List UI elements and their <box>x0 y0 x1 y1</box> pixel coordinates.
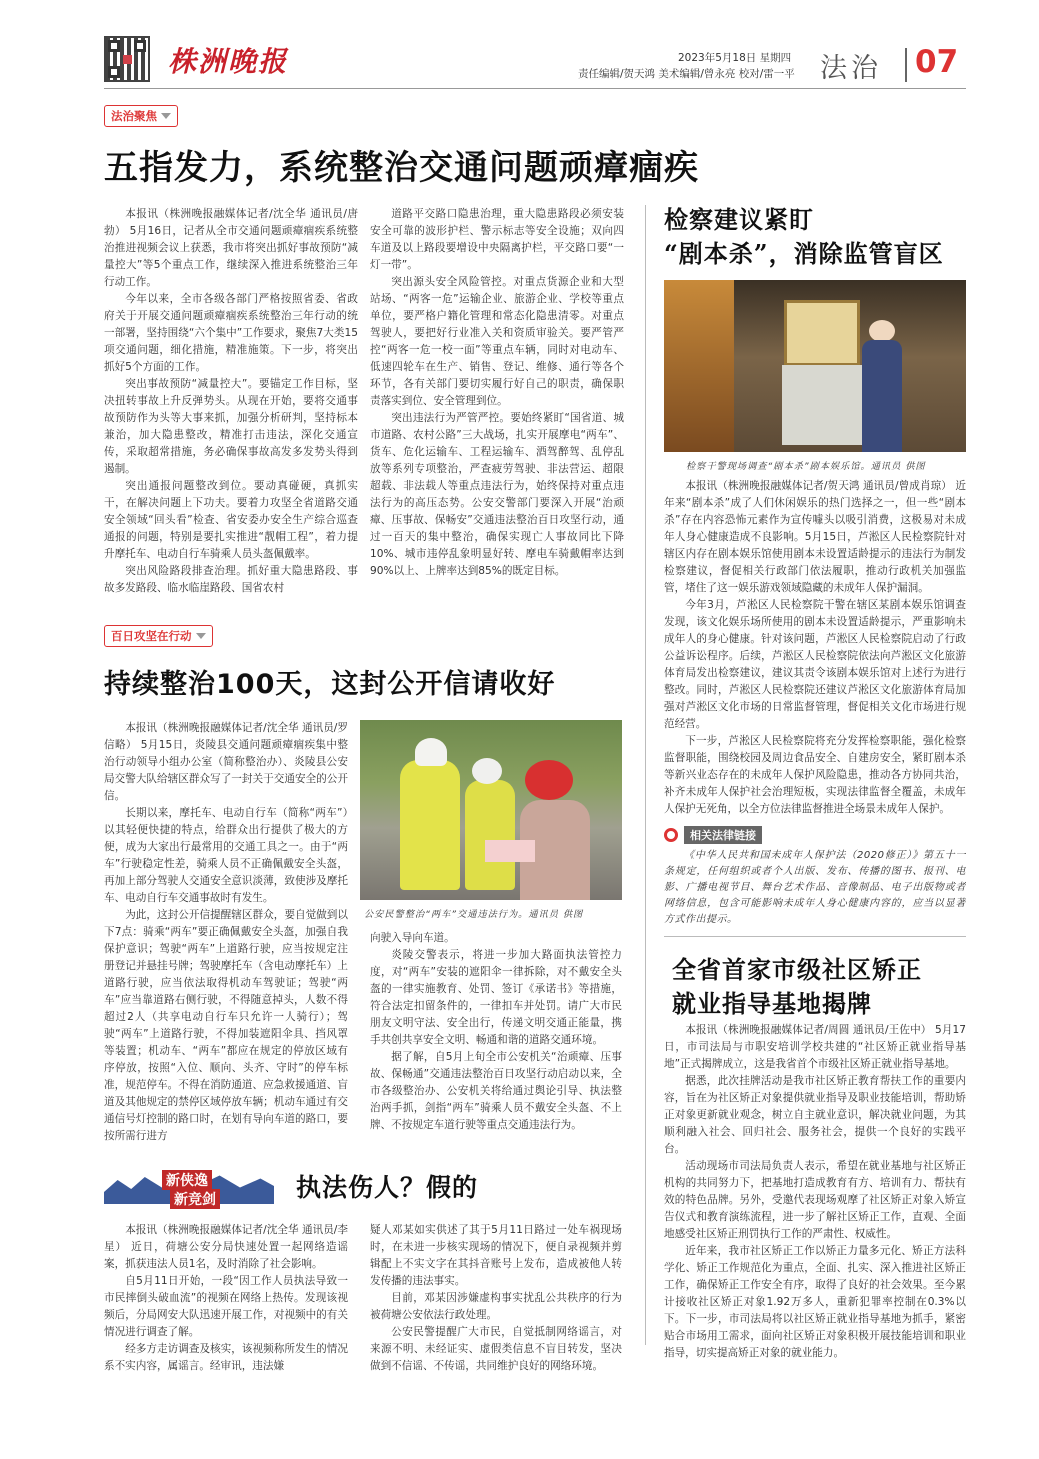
article1-tag: 法治聚焦 <box>104 105 178 127</box>
qr-code <box>104 36 150 82</box>
article1-title: 五指发力，系统整治交通问题顽瘴痼疾 <box>104 148 699 188</box>
article1-col1: 本报讯（株洲晚报融媒体记者/沈全华 通讯员/唐勃） 5月16日，记者从全市交通问题顽瘴痼疾系统整治推进视频会议上获悉，我市将突出抓好事故预防“减量控大”等5个重点工作，继续深入推进系统整治三年行动工作。 今年以来，全市各级各部门严格按照省委、省政府关于开展交通问题顽瘴痼疾系统整治三年行动的统一部署，坚持围绕“六个集中”工作要求，聚焦7大类15项交通问题，细化措施，精准施策。下一步，将突出抓好5个方面的工作。 突出事故预防“减量控大”。要锚定工作目标，坚决扭转事故上升反弹势头。从现在开始，要将交通事故预防作为头等大事来抓，加强分析研判，坚持标本兼治，加大隐患整改，精准打击违法，深化交通宣传，采取超常措施，务必确保事故高发多发势头得到遏制。 突出通报问题整改到位。要动真碰硬，真抓实干，在解决问题上下功夫。要着力攻坚全省道路交通安全领域“回头看”检查、省安委办安全生产综合巡查通报的问题，特别是要扎实推进“靓帽工程”，着力提升摩托车、电动自行车骑乘人员头盔佩戴率。 突出风险路段排查治理。抓好重大隐患路段、事故多发路段、临水临崖路段、国省农村 <box>104 208 358 594</box>
article5-body: 本报讯（株洲晚报融媒体记者/周圆 通讯员/王佐中） 5月17日，市司法局与市职安培训学校共建的“社区矫正就业指导基地”正式揭牌成立，这是我省首个市级社区矫正就业指导基地。 据悉，此次挂牌活动是我市社区矫正教育帮扶工作的重要内容，旨在为社区矫正对象提供就业指导及职业技能培训，帮助矫正对象更新就业观念，树立自主就业意识，解决就业问题，为其顺利融入社会、回归社会、服务社会，提供一个良好的实践平台。 活动现场市司法局负责人表示，希望在就业基地与社区矫正机构的共同努力下，把基地打造成教育有方、培训有力、帮扶有效的特色品牌。另外，受邀代表现场观摩了社区矫正对象入矫宣告仪式和教育演练流程，进一步了解社区矫正工作，直观、全面地感受社区矫正刑罚执行工作的严肃性、权威性。 近年来，我市社区矫正工作以矫正力量多元化、矫正方法科学化、矫正工作规范化为重点，全面、扎实、深入推进社区矫正工作，确保矫正工作安全有序，取得了良好的社会效果。至今累计接收社区矫正对象1.92万多人，重新犯罪率控制在0.3%以下。下一步，市司法局将以社区矫正就业指导基地为抓手，紧密贴合市场用工需求，面向社区矫正对象积极开展技能培训和职业指导，切实提高矫正对象的就业能力。 <box>664 1024 966 1359</box>
newspaper-logo: 株洲晚报 <box>168 45 289 78</box>
article4-title-line1: 检察建议紧盯 <box>664 205 814 234</box>
editors-line: 责任编辑/贺天鸿 美术编辑/曾永亮 校对/雷一平 <box>578 68 795 80</box>
date-line: 2023年5月18日 星期四 <box>678 52 792 64</box>
column-badge: 新侠逸 新竞剑 <box>104 1168 274 1210</box>
article4-photo-caption: 检察干警现场调查“剧本杀”剧本娱乐馆。通讯员 供图 <box>686 461 926 472</box>
article2-col1: 本报讯（株洲晚报融媒体记者/沈全华 通讯员/罗信略） 5月15日，炎陵县交通问题顽瘴痼疾集中整治行动领导小组办公室（简称整治办）、炎陵县公安局交警大队给辖区群众写了一封关于交通安全的公开信。 长期以来，摩托车、电动自行车（简称“两车”）以其轻便快捷的特点，给群众出行提供了极大的方便，成为大家出行最常用的交通工具之一。由于“两车”行驶稳定性差，骑乘人员不正确佩戴安全头盔，再加上部分驾驶人交通安全意识淡薄，致使涉及摩托车、电动自行车交通事故时有发生。 为此，这封公开信提醒辖区群众，要自觉做到以下7点：骑乘“两车”要正确佩戴安全头盔，加强自我保护意识；驾驶“两车”上道路行驶，应当按规定注册登记并悬挂号牌；驾驶摩托车（含电动摩托车）上道路行驶，应当依法取得机动车驾驶证；驾驶“两车”应当靠道路右侧行驶，不得随意掉头，人数不得超过2人（共享电动自行车只允许一人骑行）；驾驶“两车”上道路行驶，不得加装遮阳伞具、挡风罩等装置；机动车、“两车”都应在规定的停放区域有序停放，按照“入位、顺向、头齐、守时”的停车标准，规范停车。不得在消防通道、应急救援通道、盲道及其他规定的禁停区域停放车辆；机动车通过有交通信号灯控制的路口时，在划有导向车道的路口，要按所需行进方 <box>104 722 348 1142</box>
article2-tag: 百日攻坚在行动 <box>104 625 213 647</box>
article2-photo-caption: 公安民警整治“两车”交通违法行为。通讯员 供图 <box>364 909 584 920</box>
article2-col2: 向驶入导向车道。 炎陵交警表示，将进一步加大路面执法管控力度，对“两车”安装的遮阳伞一律拆除，对不戴安全头盔的一律实施教育、处罚、签订《承诺书》等措施，符合法定扣留条件的，一律扣车并处罚。请广大市民朋友文明守法、安全出行，传递文明交通正能量，携手共创共享安全文明、畅通和谐的道路交通环境。 据了解，自5月上旬全市公安机关“治顽瘴、压事故、保畅通”交通违法整治百日攻坚行动启动以来，全市各级整治办、公安机关将给通过舆论引导、执法整治两手抓，剑指“两车”骑乘人员不戴安全头盔、不上牌、不按规定车道行驶等重点交通违法行为。 <box>370 932 622 1131</box>
section-name: 法治 <box>820 53 882 84</box>
article3-col1: 本报讯（株洲晚报融媒体记者/沈全华 通讯员/李星） 近日，荷塘公安分局快速处置一起网络造谣案，抓获违法人员1名，及时消除了社会影响。 自5月11日开始，一段“因工作人员执法导致一市民摔倒头破血流”的视频在网络上热传。发现该视频后，分局网安大队迅速开展工作，对视频中的有关情况进行调查了解。 经多方走访调查及核实，该视频称所发生的情况系不实内容，属谣言。经审讯，违法嫌 <box>104 1224 348 1372</box>
article3-title: 执法伤人？假的 <box>296 1173 479 1202</box>
article3-col2: 疑人邓某如实供述了其于5月11日路过一处车祸现场时，在未进一步核实现场的情况下，便自录视频并剪辑配上不实文字在其抖音账号上发布，造成被他人转发传播的违法事实。 目前，邓某因涉嫌虚构事实扰乱公共秩序的行为被荷塘公安依法行政处理。 公安民警提醒广大市民，自觉抵制网络谣言，对来源不明、未经证实、虚假类信息不盲目转发，坚决做到不信谣、不传谣，共同维护良好的网络环境。 <box>370 1224 622 1372</box>
circle-bullet-icon <box>664 828 678 842</box>
related-law-header: 相关法律链接 <box>664 826 762 844</box>
article5-title-line2: 就业指导基地揭牌 <box>672 989 872 1018</box>
article5-title-line1: 全省首家市级社区矫正 <box>672 955 922 984</box>
script-game-photo <box>664 280 966 452</box>
page-number: 07 <box>915 44 959 80</box>
masthead-rule <box>104 88 966 89</box>
vertical-column-rule <box>645 205 646 1345</box>
article4-bottom-rule <box>664 936 966 937</box>
section-divider <box>905 48 907 82</box>
article1-col2: 道路平交路口隐患治理，重大隐患路段必须安装安全可靠的波形护栏、警示标志等安全设施；双向四车道及以上路段要增设中央隔离护栏，平交路口要“一灯一带”。 突出源头安全风险管控。对重点货源企业和大型站场、“两客一危”运输企业、旅游企业、学校等重点单位，要严格户籍化管理和常态化隐患清零。对重点驾驶人，要把好行业准入关和资质审验关。要严管严控“两客一危一校一面”等重点车辆，同时对电动车、低速四轮车在生产、销售、登记、维修、通行等各个环节，各有关部门要切实履行好自己的职责，确保职责落实到位、安全管理到位。 突出违法行为严管严控。要始终紧盯“国省道、城市道路、农村公路”三大战场，扎实开展摩电“两车”、货车、危化运输车、工程运输车、酒驾醉驾、乱停乱放等系列专项整治，严查疲劳驾驶、非法营运、超限超载、非法载人等重点违法行为，始终保持对重点违法行为的高压态势。公安交警部门要深入开展“治顽瘴、压事故、保畅安”交通违法整治百日攻坚行动，通过一百天的集中整治，确保实现亡人事故同比下降10%、城市违停乱象明显好转、摩电车骑戴帽率达到90%以上、上牌率达到85%的既定目标。 <box>370 208 624 577</box>
article4-body: 本报讯（株洲晚报融媒体记者/贺天鸿 通讯员/曾成肖琼） 近年来“剧本杀”成了人们休闲娱乐的热门选择之一，但一些“剧本杀”存在内容恐怖元素作为宣传噱头以吸引消费，这极易对未成年人身心健康造成不良影响。5月15日，芦淞区人民检察院针对辖区内存在剧本娱乐馆使用剧本未设置适龄提示的违法行为制发检察建议，督促相关行政部门依法履职，推动行政机关加强监管，堵住了这一娱乐游戏领域隐藏的未成年人保护漏洞。 今年3月，芦淞区人民检察院干警在辖区某剧本娱乐馆调查发现，该文化娱乐场所使用的剧本未设置适龄提示，严重影响未成年人的身心健康。针对该问题，芦淞区人民检察院启动了行政公益诉讼程序。后续，芦淞区人民检察院依法向芦淞区文化旅游体育局发出检察建议，建议其责令该剧本娱乐馆对上述行为进行整改。同时，芦淞区人民检察院还建议芦淞区文化旅游体育局加强对芦淞区文化市场的日常监督管理，督促相关文化市场进行规范经营。 下一步，芦淞区人民检察院将充分发挥检察职能，强化检察监督职能，围绕校园及周边食品安全、自建房安全，紧盯剧本杀等新兴业态存在的未成年人保护风险隐患，推动各方协同共治，补齐未成年人保护社会治理短板，实现法律监督全覆盖，未成年人保护无死角，以全方位法律监督推进全场景未成年人保护。 <box>664 480 966 815</box>
related-law-text: 《中华人民共和国未成年人保护法（2020修正）》第五十一条规定，任何组织或者个人出版、发布、传播的图书、报刊、电影、广播电视节目、舞台艺术作品、音像制品、电子出版物或者网络信息，包含可能影响未成年人身心健康内容的，应当以显著方式作出提示。 <box>664 850 966 925</box>
article2-title: 持续整治100天，这封公开信请收好 <box>104 669 556 700</box>
chevron-down-icon <box>161 113 171 119</box>
article4-title-line2: “剧本杀”，消除监管盲区 <box>664 239 944 268</box>
traffic-police-photo <box>360 720 622 900</box>
chevron-down-icon <box>196 633 206 639</box>
